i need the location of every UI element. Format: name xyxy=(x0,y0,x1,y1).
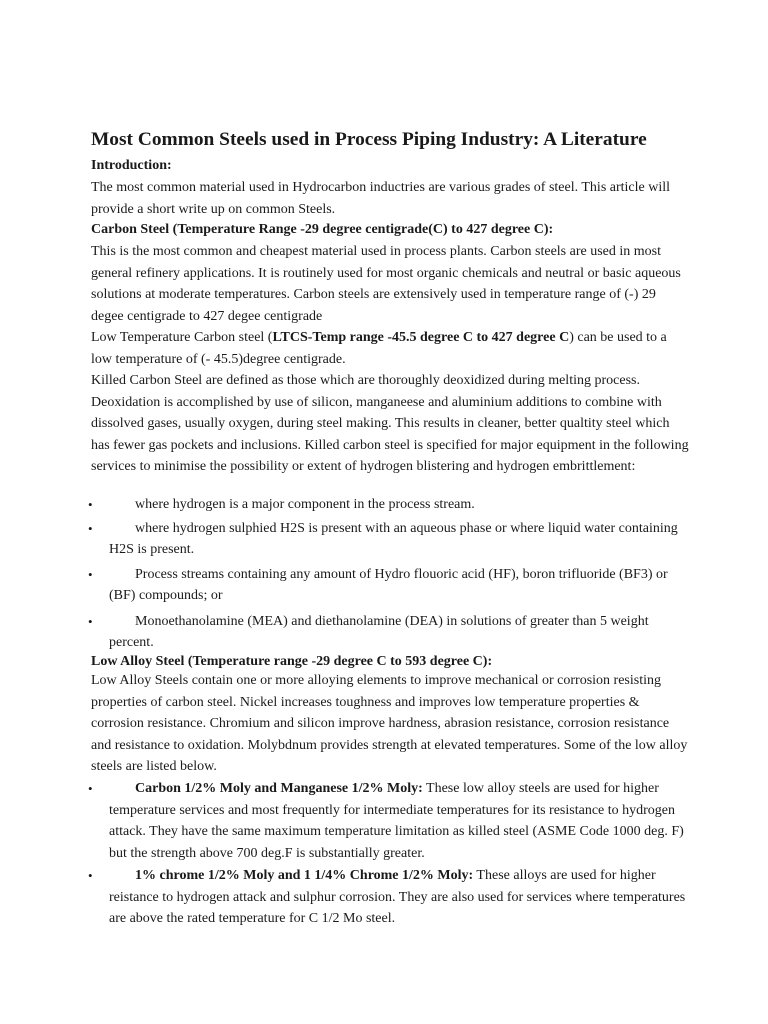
ltcs-paragraph xyxy=(91,327,691,370)
list-item-bold: Carbon 1/2% Moly and Manganese 1/2% Moly: xyxy=(135,781,423,796)
killed-steel-text: Killed Carbon Steel are defined as those which are thoroughly deoxidized during melting process. Deoxidation is accomplished by use of silicon, manganeese and aluminium additions to combine with dissolved gases, usually oxygen, during steel making. This results in cleaner, better qualtity steel which has fewer gas pockets and inclusions. Killed carbon steel is specified for major equipment in the following services to minimise the possibility or extent of hydrogen blistering and hydrogen embrittlement: xyxy=(91,373,689,474)
intro-text: The most common material used in Hydrocarbon inductries are various grades of steel. This article will provide a short write up on common Steels. xyxy=(91,180,671,217)
ltcs-suffix: ) can be used to a low temperature of (- 45.5)degree centigrade. xyxy=(91,330,667,367)
bullet-icon: • xyxy=(88,566,93,582)
list-item-text: where hydrogen is a major component in the process stream. xyxy=(135,497,475,512)
list-item-text: These alloys are used for higher reistance to hydrogen attack and sulphur corrosion. They are also used for services where temperatures are above the rated temperature for C 1/2 Mo steel. xyxy=(109,868,686,926)
intro-heading: Introduction: xyxy=(91,158,172,173)
list-item xyxy=(88,778,691,864)
ltcs-range: LTCS-Temp range -45.5 degree C to 427 degree C xyxy=(272,330,570,345)
list-item-text: where hydrogen sulphied H2S is present with an aqueous phase or where liquid water containing H2S is present. xyxy=(109,520,678,557)
list-item-bold: 1% chrome 1/2% Moly and 1 1/4% Chrome 1/2% Moly: xyxy=(135,868,474,883)
bullet-icon: • xyxy=(88,520,93,536)
list-item xyxy=(88,564,691,607)
list-item-text: These low alloy steels are used for higher temperature services and most frequently for intermediate temperatures for its resistance to hydrogen attack. They have the same maximum temperature limitation as killed steel (ASME Code 1000 deg. F) but the strength above 700 deg.F is substantially greater. xyxy=(109,781,684,861)
bullet-icon: • xyxy=(88,868,93,883)
low-alloy-heading: Low Alloy Steel (Temperature range -29 degree C to 593 degree C): xyxy=(91,654,493,669)
carbon-steel-text: This is the most common and cheapest material used in process plants. Carbon steels are used in most general refinery applications. It is routinely used for most organic chemicals and neutral or basic aqueous solutions at moderate temperatures. Carbon steels are extensively used in temperature range of (-) 29 degee centigrade to 427 degee centigrade xyxy=(91,244,681,324)
killed-steel-bullet-list xyxy=(88,494,691,654)
bullet-icon: • xyxy=(88,781,93,796)
document-title: Most Common Steels used in Process Piping Industry: A Literature xyxy=(91,129,647,150)
list-item xyxy=(88,494,691,516)
carbon-steel-heading: Carbon Steel (Temperature Range -29 degree centigrade(C) to 427 degree C): xyxy=(91,222,554,237)
list-item xyxy=(88,518,691,561)
bullet-icon: • xyxy=(88,497,93,512)
list-item-text: Process streams containing any amount of Hydro flouoric acid (HF), boron trifluoride (BF3) or (BF) compounds; or xyxy=(109,566,668,603)
list-item xyxy=(88,865,691,930)
bullet-icon: • xyxy=(88,613,93,629)
list-item xyxy=(88,611,691,654)
list-item-text: Monoethanolamine (MEA) and diethanolamine (DEA) in solutions of greater than 5 weight percent. xyxy=(109,613,649,650)
low-alloy-text: Low Alloy Steels contain one or more alloying elements to improve mechanical or corrosion resisting properties of carbon steel. Nickel increases toughness and improves low temperature properties & corrosion resistance. Chromium and silicon improve hardness, abrasion resistance, corrosion resistance and resistance to oxidation. Molybdnum provides strength at elevated temperatures. Some of the low alloy steels are listed below. xyxy=(91,673,688,774)
ltcs-prefix: Low Temperature Carbon steel ( xyxy=(91,330,273,345)
low-alloy-bullet-list xyxy=(88,778,691,930)
